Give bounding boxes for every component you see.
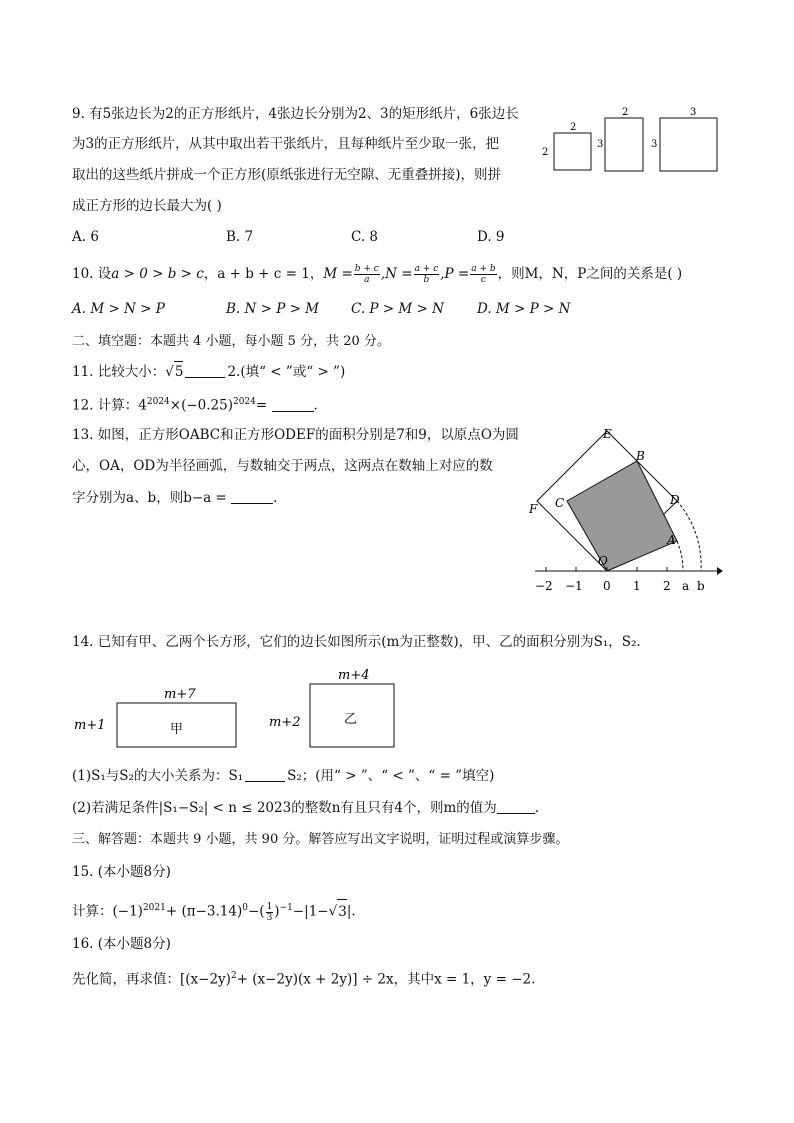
square-3 xyxy=(660,118,717,171)
label-d: D xyxy=(670,493,680,507)
tick-label-neg2: −2 xyxy=(535,579,553,593)
q15-expression: 计算：$(-1)^{2021}+ (\pi-3.14)^0-$( $\frac{1}{3}$ )$^{-1}$−|1−√3|. xyxy=(72,896,356,924)
rect-top-label: 2 xyxy=(622,107,629,118)
q10-option-c: C. P > M > N xyxy=(351,301,444,317)
label-c: C xyxy=(555,496,565,510)
q9-line3: 取出的这些纸片拼成一个正方形(原纸张进行无空隙、无重叠拼接)，则拼 xyxy=(72,167,502,183)
q13-figure xyxy=(525,425,725,600)
square-oabc xyxy=(567,461,677,571)
sq2-side-label: 2 xyxy=(542,147,549,158)
q9-line2: 为3的正方形纸片，从其中取出若干张纸片，且每种纸片至少取一张，把 xyxy=(72,136,500,152)
jia-side-label: m+1 xyxy=(74,718,106,733)
yi-side-label: m+2 xyxy=(269,715,301,730)
section-2-heading: 二、填空题：本题共 4 小题，每小题 5 分，共 20 分。 xyxy=(72,334,390,349)
q16-expression: 先化简，再求值：$[(x-2y)^2+ (x-2y)(x + 2y)] \div 2x$，其中x = 1，y = −2. xyxy=(72,971,536,988)
q15-heading: 15. (本小题8分) xyxy=(72,864,171,880)
label-b: B xyxy=(636,449,645,463)
label-o: O xyxy=(598,554,608,568)
label-f: F xyxy=(529,502,538,516)
q13-line3: 字分别为a、b，则b−a = . xyxy=(72,490,278,506)
q12: 12. 计算：$4^{2024}\times(-0.25)^{2024}=$ . xyxy=(72,397,318,414)
q9-line4: 成正方形的边长最大为( ) xyxy=(72,198,222,214)
number-line-arrow xyxy=(717,567,723,575)
sq3-top-label: 3 xyxy=(690,107,697,118)
yi-label: 乙 xyxy=(344,712,358,727)
tick-label-b: b xyxy=(697,579,705,593)
q9-figure xyxy=(538,102,728,177)
tick-label-0: 0 xyxy=(603,579,611,593)
sq2-top-label: 2 xyxy=(570,122,577,133)
label-e: E xyxy=(603,427,612,441)
square-2 xyxy=(554,133,591,170)
yi-top-label: m+4 xyxy=(338,668,370,683)
q13-line1: 13. 如图，正方形OABC和正方形ODEF的面积分别是7和9，以原点O为圆 xyxy=(72,427,519,443)
q14-part2: (2)若满足条件|S₁−S₂| < n ≤ 2023的整数n有且只有4个，则m的值为 . xyxy=(72,800,540,816)
q13-line2: 心，OA，OD为半径画弧，与数轴交于两点，这两点在数轴上对应的数 xyxy=(72,458,493,474)
q14-stem: 14. 已知有甲、乙两个长方形，它们的边长如图所示(m为正整数)，甲、乙的面积分别为S₁，S₂. xyxy=(72,634,641,650)
arc-b xyxy=(677,501,701,571)
rect-2x3 xyxy=(605,118,643,171)
q9-option-b: B. 7 xyxy=(226,229,254,245)
q14-part1: (1)S₁与S₂的大小关系为：S₁ S₂；(用“ > ”、“ < ”、“ = ”填空) xyxy=(72,768,495,784)
tick-label-neg1: −1 xyxy=(565,579,583,593)
tick-label-a: a xyxy=(682,579,690,593)
sq3-side-label: 3 xyxy=(651,139,658,150)
q9-option-c: C. 8 xyxy=(351,229,379,245)
tick-label-1: 1 xyxy=(633,579,641,593)
q14-figure xyxy=(70,662,410,757)
q10-option-b: B. N > P > M xyxy=(226,301,320,317)
jia-label: 甲 xyxy=(170,722,184,737)
q9-option-a: A. 6 xyxy=(72,229,99,245)
q9-option-d: D. 9 xyxy=(477,229,505,245)
q10-option-d: D. M > P > N xyxy=(477,301,571,317)
rect-side-label: 3 xyxy=(597,139,604,150)
q10-option-a: A. M > N > P xyxy=(72,301,165,317)
q11: 11. 比较大小：√5 2.(填“ < ”或“ > ”) xyxy=(72,361,345,382)
q10-stem: 10. 设a > 0 > b > c，a + b + c = 1，M = $\frac{b + c}{a}$ ,N = $\frac{a + c}{b}$ ,P = $\frac{a + b}{c}$ ，则M，N，P之间的关系是( ) xyxy=(72,264,683,285)
label-a: A xyxy=(667,533,676,547)
jia-top-label: m+7 xyxy=(164,687,196,702)
arc-a xyxy=(677,541,683,571)
tick-label-2: 2 xyxy=(663,579,671,593)
q9-line1: 9. 有5张边长为2的正方形纸片，4张边长分别为2、3的矩形纸片，6张边长 xyxy=(72,106,519,122)
section-3-heading: 三、解答题：本题共 9 小题，共 90 分。解答应写出文字说明，证明过程或演算步骤。 xyxy=(72,832,569,847)
q16-heading: 16. (本小题8分) xyxy=(72,936,171,952)
